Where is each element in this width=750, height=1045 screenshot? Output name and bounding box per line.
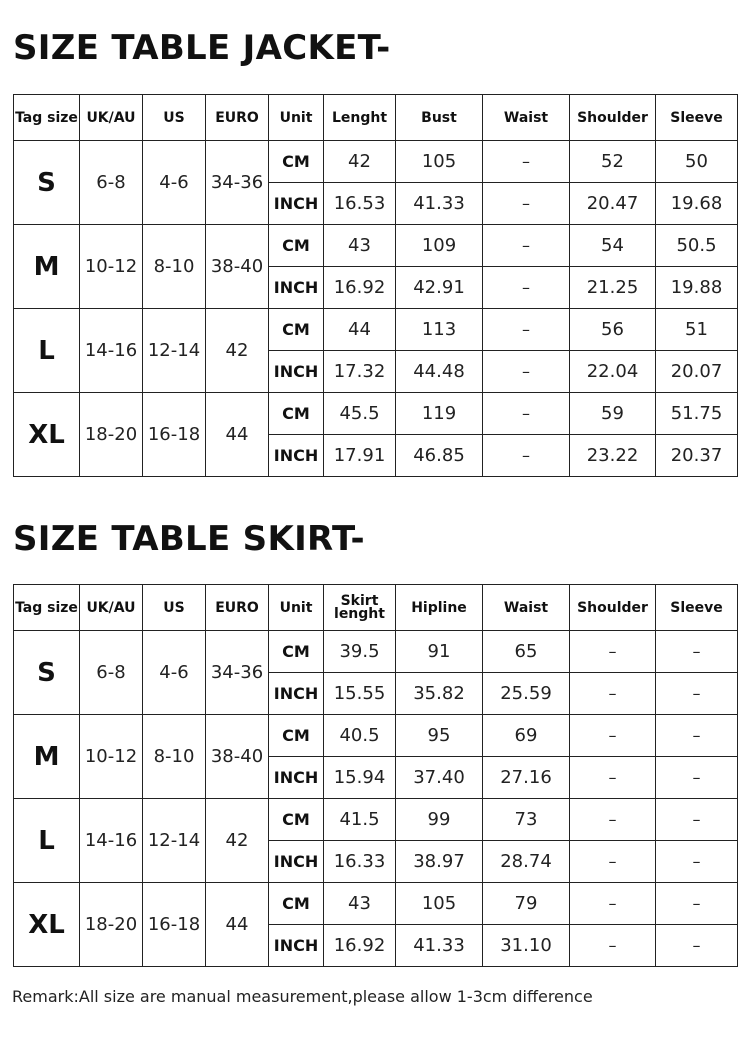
uk-au-size-cell: 18-20 <box>80 883 143 967</box>
measurement-cell: 17.32 <box>324 351 396 393</box>
measurement-cell: 21.25 <box>570 267 656 309</box>
measurement-cell: – <box>483 435 570 477</box>
unit-cell: CM <box>269 883 324 925</box>
measurement-cell: 119 <box>396 393 483 435</box>
measurement-cell: 19.68 <box>656 183 738 225</box>
uk-au-size-cell: 14-16 <box>80 799 143 883</box>
measurement-cell: – <box>656 841 738 883</box>
measurement-cell: – <box>570 799 656 841</box>
measurement-cell: 50 <box>656 141 738 183</box>
measurement-cell: 19.88 <box>656 267 738 309</box>
jacket-size-table <box>13 94 738 477</box>
us-size-cell: 12-14 <box>143 799 206 883</box>
tag-size-cell: S <box>14 141 80 225</box>
us-size-cell: 16-18 <box>143 883 206 967</box>
measurement-cell: – <box>656 757 738 799</box>
euro-size-cell: 42 <box>206 799 269 883</box>
measurement-cell: 31.10 <box>483 925 570 967</box>
unit-cell: INCH <box>269 925 324 967</box>
measurement-cell: 69 <box>483 715 570 757</box>
measurement-cell: 54 <box>570 225 656 267</box>
measurement-cell: 42.91 <box>396 267 483 309</box>
unit-cell: CM <box>269 309 324 351</box>
measurement-cell: – <box>483 351 570 393</box>
measurement-cell: 95 <box>396 715 483 757</box>
column-header: Unit <box>269 585 324 631</box>
tag-size-cell: L <box>14 309 80 393</box>
measurement-cell: 23.22 <box>570 435 656 477</box>
column-header: Waist <box>483 585 570 631</box>
measurement-cell: 39.5 <box>324 631 396 673</box>
measurement-cell: 20.07 <box>656 351 738 393</box>
measurement-cell: 27.16 <box>483 757 570 799</box>
measurement-cell: – <box>570 925 656 967</box>
column-header: Shoulder <box>570 95 656 141</box>
measurement-cell: – <box>656 631 738 673</box>
column-header: Sleeve <box>656 95 738 141</box>
column-header: Hipline <box>396 585 483 631</box>
measurement-cell: – <box>483 267 570 309</box>
measurement-remark: Remark:All size are manual measurement,please allow 1-3cm difference <box>12 987 593 1006</box>
measurement-cell: – <box>656 673 738 715</box>
table-row <box>14 393 738 435</box>
uk-au-size-cell: 6-8 <box>80 141 143 225</box>
unit-cell: INCH <box>269 267 324 309</box>
measurement-cell: 113 <box>396 309 483 351</box>
table-row <box>14 225 738 267</box>
column-header: US <box>143 95 206 141</box>
measurement-cell: – <box>656 883 738 925</box>
unit-cell: INCH <box>269 841 324 883</box>
tag-size-cell: S <box>14 631 80 715</box>
measurement-cell: 15.55 <box>324 673 396 715</box>
measurement-cell: – <box>570 841 656 883</box>
measurement-cell: 65 <box>483 631 570 673</box>
jacket-size-table-title: SIZE TABLE JACKET- <box>13 28 391 68</box>
measurement-cell: 99 <box>396 799 483 841</box>
euro-size-cell: 38-40 <box>206 225 269 309</box>
measurement-cell: 17.91 <box>324 435 396 477</box>
table-row <box>14 799 738 841</box>
measurement-cell: – <box>483 225 570 267</box>
unit-cell: INCH <box>269 183 324 225</box>
tag-size-cell: XL <box>14 393 80 477</box>
tag-size-cell: M <box>14 715 80 799</box>
measurement-cell: 16.92 <box>324 925 396 967</box>
measurement-cell: 42 <box>324 141 396 183</box>
measurement-cell: 43 <box>324 883 396 925</box>
uk-au-size-cell: 10-12 <box>80 225 143 309</box>
unit-cell: CM <box>269 799 324 841</box>
measurement-cell: 20.37 <box>656 435 738 477</box>
measurement-cell: 37.40 <box>396 757 483 799</box>
us-size-cell: 16-18 <box>143 393 206 477</box>
unit-cell: INCH <box>269 435 324 477</box>
measurement-cell: 56 <box>570 309 656 351</box>
column-header: Sleeve <box>656 585 738 631</box>
measurement-cell: 44.48 <box>396 351 483 393</box>
table-row <box>14 141 738 183</box>
unit-cell: CM <box>269 393 324 435</box>
measurement-cell: 59 <box>570 393 656 435</box>
euro-size-cell: 34-36 <box>206 141 269 225</box>
unit-cell: INCH <box>269 673 324 715</box>
measurement-cell: 51 <box>656 309 738 351</box>
tag-size-cell: L <box>14 799 80 883</box>
measurement-cell: 25.59 <box>483 673 570 715</box>
column-header: Tag size <box>14 585 80 631</box>
measurement-cell: 16.92 <box>324 267 396 309</box>
measurement-cell: – <box>656 925 738 967</box>
column-header: Bust <box>396 95 483 141</box>
measurement-cell: – <box>570 757 656 799</box>
measurement-cell: 16.53 <box>324 183 396 225</box>
measurement-cell: 40.5 <box>324 715 396 757</box>
us-size-cell: 4-6 <box>143 141 206 225</box>
measurement-cell: 22.04 <box>570 351 656 393</box>
measurement-cell: 16.33 <box>324 841 396 883</box>
column-header: Shoulder <box>570 585 656 631</box>
unit-cell: CM <box>269 225 324 267</box>
measurement-cell: 105 <box>396 883 483 925</box>
us-size-cell: 12-14 <box>143 309 206 393</box>
euro-size-cell: 44 <box>206 393 269 477</box>
skirt-size-table <box>13 584 738 967</box>
unit-cell: INCH <box>269 351 324 393</box>
measurement-cell: 38.97 <box>396 841 483 883</box>
column-header: Unit <box>269 95 324 141</box>
skirt-size-table-title: SIZE TABLE SKIRT- <box>13 519 365 559</box>
us-size-cell: 8-10 <box>143 715 206 799</box>
unit-cell: CM <box>269 141 324 183</box>
measurement-cell: 105 <box>396 141 483 183</box>
us-size-cell: 4-6 <box>143 631 206 715</box>
measurement-cell: 44 <box>324 309 396 351</box>
measurement-cell: 45.5 <box>324 393 396 435</box>
column-header: EURO <box>206 585 269 631</box>
measurement-cell: – <box>570 631 656 673</box>
measurement-cell: 41.33 <box>396 183 483 225</box>
measurement-cell: 91 <box>396 631 483 673</box>
measurement-cell: – <box>570 673 656 715</box>
measurement-cell: 41.5 <box>324 799 396 841</box>
measurement-cell: – <box>656 799 738 841</box>
measurement-cell: – <box>483 141 570 183</box>
measurement-cell: – <box>570 715 656 757</box>
uk-au-size-cell: 10-12 <box>80 715 143 799</box>
table-row <box>14 309 738 351</box>
table-row <box>14 883 738 925</box>
tag-size-cell: XL <box>14 883 80 967</box>
measurement-cell: 51.75 <box>656 393 738 435</box>
measurement-cell: 109 <box>396 225 483 267</box>
measurement-cell: 73 <box>483 799 570 841</box>
measurement-cell: – <box>483 183 570 225</box>
measurement-cell: – <box>656 715 738 757</box>
column-header: Waist <box>483 95 570 141</box>
measurement-cell: 15.94 <box>324 757 396 799</box>
column-header: Lenght <box>324 95 396 141</box>
uk-au-size-cell: 18-20 <box>80 393 143 477</box>
table-row <box>14 631 738 673</box>
uk-au-size-cell: 6-8 <box>80 631 143 715</box>
euro-size-cell: 34-36 <box>206 631 269 715</box>
column-header: Skirt lenght <box>324 585 396 631</box>
measurement-cell: 43 <box>324 225 396 267</box>
measurement-cell: – <box>483 393 570 435</box>
euro-size-cell: 38-40 <box>206 715 269 799</box>
measurement-cell: 41.33 <box>396 925 483 967</box>
table-row <box>14 715 738 757</box>
column-header: US <box>143 585 206 631</box>
column-header: UK/AU <box>80 585 143 631</box>
unit-cell: CM <box>269 715 324 757</box>
euro-size-cell: 42 <box>206 309 269 393</box>
measurement-cell: 28.74 <box>483 841 570 883</box>
measurement-cell: 79 <box>483 883 570 925</box>
measurement-cell: 52 <box>570 141 656 183</box>
column-header: EURO <box>206 95 269 141</box>
measurement-cell: 50.5 <box>656 225 738 267</box>
unit-cell: CM <box>269 631 324 673</box>
column-header: UK/AU <box>80 95 143 141</box>
unit-cell: INCH <box>269 757 324 799</box>
uk-au-size-cell: 14-16 <box>80 309 143 393</box>
table-header-row <box>14 95 738 141</box>
measurement-cell: 35.82 <box>396 673 483 715</box>
measurement-cell: – <box>570 883 656 925</box>
measurement-cell: 46.85 <box>396 435 483 477</box>
tag-size-cell: M <box>14 225 80 309</box>
column-header: Tag size <box>14 95 80 141</box>
measurement-cell: – <box>483 309 570 351</box>
euro-size-cell: 44 <box>206 883 269 967</box>
table-header-row <box>14 585 738 631</box>
us-size-cell: 8-10 <box>143 225 206 309</box>
measurement-cell: 20.47 <box>570 183 656 225</box>
